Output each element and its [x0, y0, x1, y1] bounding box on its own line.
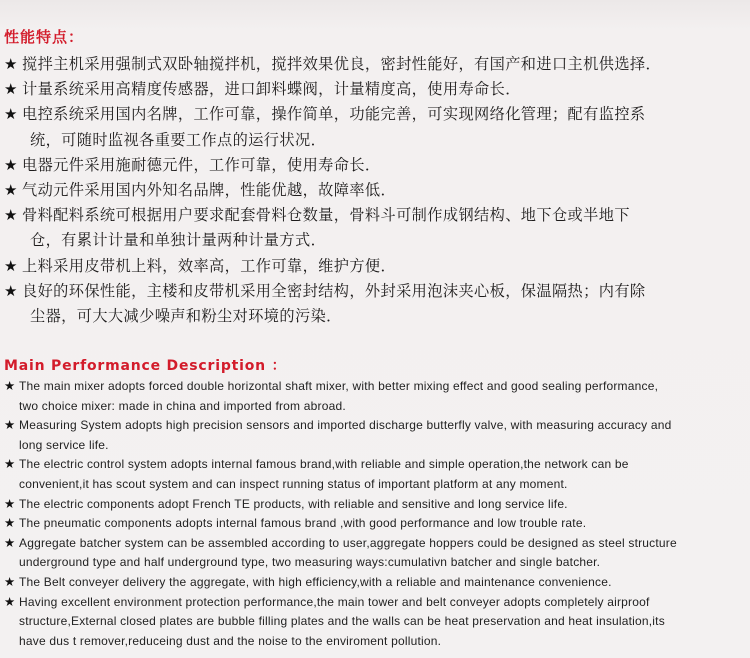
star-bullet-icon: ★: [4, 496, 16, 511]
star-bullet-icon: ★: [4, 105, 18, 124]
list-item: [4, 178, 744, 203]
list-item: [4, 153, 744, 178]
list-item-text: 电控系统采用国内名牌，工作可靠，操作简单，功能完善，可实现网络化管理；配有监控系: [22, 105, 646, 124]
list-item-text: 仓，有累计计量和单独计量两种计量方式．: [30, 231, 327, 250]
list-item-text: The Belt conveyer delivery the aggregate, with high efficiency,with a reliable and maintenance convenience.: [19, 574, 612, 589]
list-item: [4, 203, 744, 228]
list-item-text: 计量系统采用高精度传感器，进口卸料蝶阀，计量精度高，使用寿命长．: [22, 80, 521, 99]
list-item: [4, 279, 744, 304]
en-section-title: Main Performance Description ：: [4, 358, 287, 374]
list-item: [4, 514, 746, 534]
list-item-continuation: [4, 553, 746, 573]
list-item: [4, 573, 746, 593]
list-item-text: structure,External closed plates are bubble filling plates and the walls can be heat preservation and heat insulation,its: [19, 614, 665, 629]
list-item-text: 统，可随时监视各重要工作点的运行状况．: [30, 130, 327, 149]
star-bullet-icon: ★: [4, 574, 16, 589]
star-bullet-icon: ★: [4, 256, 18, 275]
list-item: [4, 377, 746, 397]
list-item-text: underground type and half underground type, two measuring ways:cumulativn batcher and single batcher.: [19, 555, 601, 570]
list-item-text: 尘器，可大大减少噪声和粉尘对环境的污染．: [30, 307, 342, 326]
list-item-text: have dus t remover,reduceing dust and the noise to the enviroment pollution.: [19, 633, 442, 648]
list-item-text: The main mixer adopts forced double horizontal shaft mixer, with better mixing effect and good sealing performance,: [19, 379, 659, 393]
list-item-text: Measuring System adopts high precision sensors and imported discharge butterfly valve, with measuring accuracy and: [19, 418, 672, 433]
list-item-text: 骨料配料系统可根据用户要求配套骨料仓数量，骨料斗可制作成钢结构、地下仓或半地下: [22, 206, 630, 225]
list-item: [4, 416, 746, 436]
list-item-text: Having excellent environment protection performance,the main tower and belt conveyer adopts completely airproof: [19, 594, 650, 609]
list-item: [4, 102, 744, 127]
star-bullet-icon: ★: [4, 535, 16, 550]
list-item-text: 上料采用皮带机上料，效率高，工作可靠，维护方便．: [22, 256, 397, 275]
list-item: [4, 254, 744, 279]
list-item-text: 气动元件采用国内外知名品牌，性能优越，故障率低．: [22, 181, 397, 200]
list-item-text: Aggregate batcher system can be assembled according to user,aggregate hoppers could be designed as steel structure: [19, 535, 677, 550]
list-item-text: long service life.: [19, 437, 109, 452]
list-item-text: 电器元件采用施耐德元件，工作可靠，使用寿命长．: [22, 155, 381, 174]
list-item-continuation: [4, 632, 746, 652]
star-bullet-icon: ★: [4, 418, 16, 433]
cn-feature-list: [4, 52, 744, 329]
list-item-text: 良好的环保性能，主楼和皮带机采用全密封结构，外封采用泡沫夹心板，保温隔热；内有除: [22, 281, 646, 300]
star-bullet-icon: ★: [4, 594, 16, 609]
list-item: [4, 593, 746, 613]
list-item: [4, 495, 746, 515]
list-item: [4, 455, 746, 475]
star-bullet-icon: ★: [4, 516, 16, 531]
star-bullet-icon: ★: [4, 181, 18, 200]
list-item: [4, 534, 746, 554]
en-feature-list: [4, 377, 746, 651]
star-bullet-icon: ★: [4, 80, 18, 99]
star-bullet-icon: ★: [4, 281, 18, 300]
star-bullet-icon: ★: [4, 379, 16, 393]
list-item-text: The electric components adopt French TE products, with reliable and sensitive and long service life.: [19, 496, 568, 511]
list-item-text: convenient,it has scout system and can inspect running status of important platform at any moment.: [19, 476, 568, 491]
list-item-continuation: [4, 128, 744, 153]
list-item-text: The pneumatic components adopts internal famous brand ,with good performance and low trouble rate.: [19, 516, 587, 531]
cn-section-title: 性能特点：: [4, 28, 85, 46]
list-item: [4, 52, 744, 77]
star-bullet-icon: ★: [4, 457, 16, 472]
list-item: [4, 77, 744, 102]
list-item-text: The electric control system adopts internal famous brand,with reliable and simple operation,the network can be: [19, 457, 629, 472]
list-item-continuation: [4, 475, 746, 495]
list-item-continuation: [4, 304, 744, 329]
list-item-continuation: [4, 228, 744, 253]
star-bullet-icon: ★: [4, 155, 18, 174]
list-item-continuation: [4, 436, 746, 456]
list-item-text: two choice mixer: made in china and imported from abroad.: [19, 398, 346, 413]
list-item-text: 搅拌主机采用强制式双卧轴搅拌机，搅拌效果优良，密封性能好，有国产和进口主机供选择．: [22, 55, 662, 73]
list-item-continuation: [4, 612, 746, 632]
star-bullet-icon: ★: [4, 55, 18, 73]
star-bullet-icon: ★: [4, 206, 18, 225]
list-item-continuation: [4, 397, 746, 417]
